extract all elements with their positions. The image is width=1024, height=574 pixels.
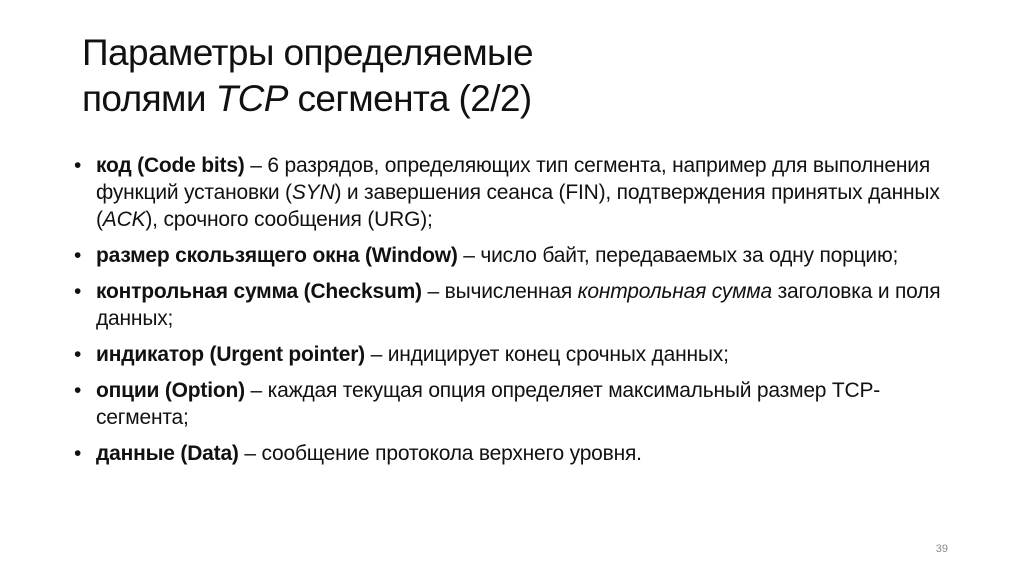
bullet-text: – индицирует конец срочных данных; — [364, 343, 729, 366]
bullet-italic: SYN — [291, 181, 335, 204]
bullet-text: заголовка и поля данных; — [96, 280, 941, 330]
bullet-icon: • — [74, 280, 82, 303]
bullet-icon: • — [74, 442, 82, 465]
bullet-term: контрольная сумма (Checksum) — [96, 280, 422, 303]
page-number: 39 — [935, 543, 948, 555]
bullet-text: – 6 разрядов, определяющих тип сегмента, например для выполнения функций установки ( — [96, 154, 931, 204]
bullet-term: размер скользящего окна (Window) — [96, 244, 458, 267]
bullet-item-code-bits — [74, 152, 944, 233]
title-line-2-prefix: полями — [82, 78, 216, 119]
bullet-text: – число байт, передаваемых за одну порцию; — [457, 244, 899, 267]
title-line-1: Параметры определяемые — [82, 32, 534, 73]
slide-title — [82, 30, 942, 122]
bullet-item-urgent-pointer — [74, 341, 944, 368]
bullet-icon: • — [74, 244, 82, 267]
bullet-icon: • — [74, 154, 82, 177]
bullet-list — [74, 152, 944, 476]
bullet-item-checksum — [74, 278, 944, 332]
title-line-2-italic: TCP — [215, 78, 288, 119]
bullet-term: код (Code bits) — [96, 154, 245, 177]
bullet-term: индикатор (Urgent pointer) — [96, 343, 365, 366]
bullet-italic: контрольная сумма — [577, 280, 772, 303]
title-line-2 — [82, 76, 942, 122]
bullet-icon: • — [74, 379, 82, 402]
bullet-item-data — [74, 440, 944, 467]
bullet-text: – каждая текущая опция определяет максимальный размер TCP-сегмента; — [96, 379, 881, 429]
bullet-text: – сообщение протокола верхнего уровня. — [238, 442, 642, 465]
bullet-item-option — [74, 377, 944, 431]
bullet-term: данные (Data) — [96, 442, 239, 465]
bullet-text: ), срочного сообщения (URG); — [145, 208, 433, 231]
bullet-term: опции (Option) — [96, 379, 245, 402]
bullet-icon: • — [74, 343, 82, 366]
title-line-2-suffix: сегмента (2/2) — [287, 78, 532, 119]
bullet-italic: ACK — [102, 208, 146, 231]
bullet-text: ) и завершения сеанса (FIN), подтверждения принятых данных ( — [96, 181, 940, 231]
bullet-item-window — [74, 242, 944, 269]
bullet-text: – вычисленная — [421, 280, 578, 303]
